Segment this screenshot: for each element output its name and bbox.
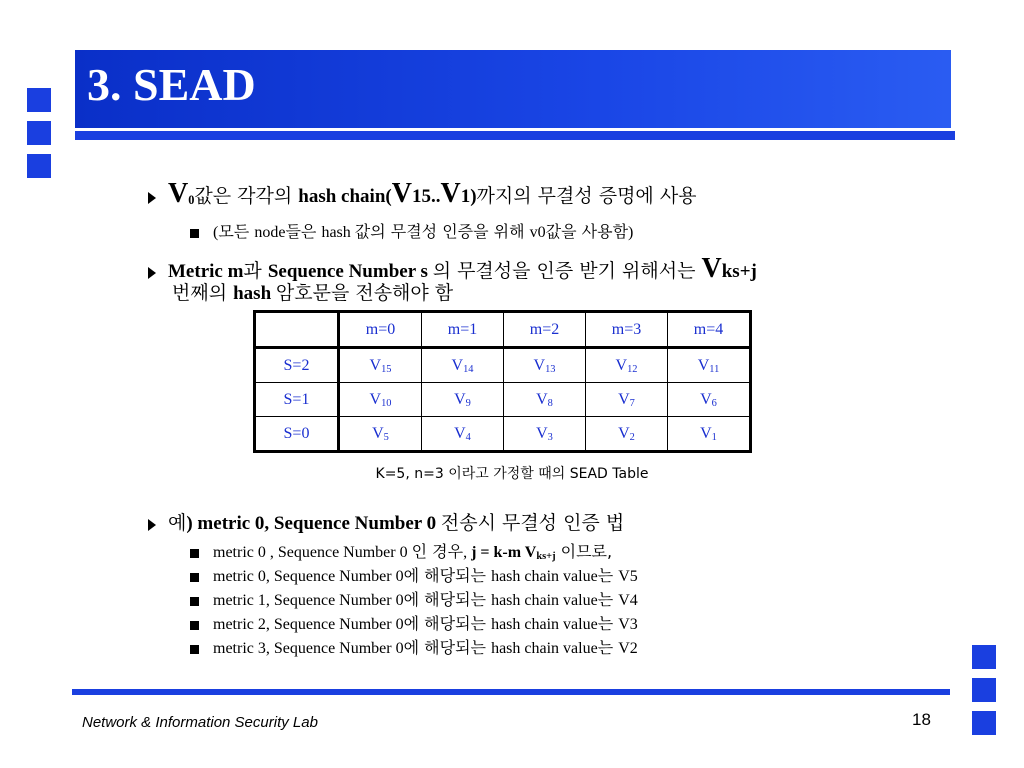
table-cell: $V_3$ bbox=[504, 417, 586, 452]
table-cell: $V_5$ bbox=[339, 417, 422, 452]
table-row-label: S=2 bbox=[255, 348, 339, 383]
square-bullet-icon bbox=[190, 597, 199, 606]
sub-bullet-node-hash: (모든 node들은 hash 값의 무결성 인증을 위해 v0값을 사용함) bbox=[190, 222, 633, 242]
table-header-row bbox=[255, 312, 751, 348]
table-header-cell bbox=[255, 312, 339, 348]
sub-bullet-example-5: metric 3, Sequence Number 0에 해당되는 hash chain value는 V2 bbox=[190, 638, 638, 658]
title-bar bbox=[75, 50, 951, 128]
table-cell: $V_7$ bbox=[586, 383, 668, 417]
deco-square-right-1 bbox=[972, 645, 996, 669]
table-cell: $V_6$ bbox=[668, 383, 751, 417]
page-number: 18 bbox=[912, 710, 931, 729]
table-cell: $V_{15}$ bbox=[339, 348, 422, 383]
table-cell: $V_2$ bbox=[586, 417, 668, 452]
table-cell: $V_1$ bbox=[668, 417, 751, 452]
table-header-cell: m=2 bbox=[504, 312, 586, 348]
table-header-cell: m=4 bbox=[668, 312, 751, 348]
bullet-metric-sequence: Metric m과 Sequence Number s 의 무결성을 인증 받기 위해서는 Vks+j bbox=[148, 252, 757, 286]
bullet-example: 예) metric 0, Sequence Number 0 전송시 무결성 인증 법 bbox=[148, 512, 624, 536]
triangle-bullet-icon bbox=[148, 267, 156, 279]
square-bullet-icon bbox=[190, 621, 199, 630]
deco-square-left-2 bbox=[27, 121, 51, 145]
square-bullet-icon bbox=[190, 573, 199, 582]
square-bullet-icon bbox=[190, 549, 199, 558]
title-underline bbox=[75, 131, 955, 140]
sead-table bbox=[253, 310, 752, 453]
table-row-label: S=1 bbox=[255, 383, 339, 417]
table-cell: $V_{11}$ bbox=[668, 348, 751, 383]
bullet-metric-sequence-line2: 번째의 hash 암호문을 전송해야 함 bbox=[172, 282, 454, 304]
table-caption: K=5, n=3 이라고 가정할 때의 SEAD Table bbox=[375, 466, 649, 482]
triangle-bullet-icon bbox=[148, 192, 156, 204]
bullet-v0-usage: $V_0$값은 각각의 hash chain(V15..V1)까지의 무결성 증명에 사용 bbox=[148, 177, 697, 211]
table-row-label: S=0 bbox=[255, 417, 339, 452]
table-cell: $V_{13}$ bbox=[504, 348, 586, 383]
table-header-cell: m=1 bbox=[422, 312, 504, 348]
table-row bbox=[255, 348, 751, 383]
sub-bullet-example-3: metric 1, Sequence Number 0에 해당되는 hash chain value는 V4 bbox=[190, 590, 638, 610]
table-cell: $V_4$ bbox=[422, 417, 504, 452]
deco-square-right-2 bbox=[972, 678, 996, 702]
table-cell: $V_{12}$ bbox=[586, 348, 668, 383]
table-header-cell: m=0 bbox=[339, 312, 422, 348]
deco-square-left-1 bbox=[27, 88, 51, 112]
triangle-bullet-icon bbox=[148, 519, 156, 531]
slide-title: 3. SEAD bbox=[87, 59, 256, 110]
deco-square-left-3 bbox=[27, 154, 51, 178]
table-row bbox=[255, 383, 751, 417]
sub-bullet-example-1: metric 0 , Sequence Number 0 인 경우, j = k-m $V_{ks+j}$ 이므로, bbox=[190, 542, 612, 563]
table-row bbox=[255, 417, 751, 452]
sub-bullet-example-4: metric 2, Sequence Number 0에 해당되는 hash chain value는 V3 bbox=[190, 614, 638, 634]
table-cell: $V_{14}$ bbox=[422, 348, 504, 383]
sub-bullet-example-2: metric 0, Sequence Number 0에 해당되는 hash chain value는 V5 bbox=[190, 566, 638, 586]
table-cell: $V_9$ bbox=[422, 383, 504, 417]
table-cell: $V_{10}$ bbox=[339, 383, 422, 417]
footer-divider bbox=[72, 689, 950, 695]
table-header-cell: m=3 bbox=[586, 312, 668, 348]
table-cell: $V_8$ bbox=[504, 383, 586, 417]
square-bullet-icon bbox=[190, 229, 199, 238]
footer-lab-name: Network & Information Security Lab bbox=[82, 714, 318, 731]
deco-square-right-3 bbox=[972, 711, 996, 735]
square-bullet-icon bbox=[190, 645, 199, 654]
